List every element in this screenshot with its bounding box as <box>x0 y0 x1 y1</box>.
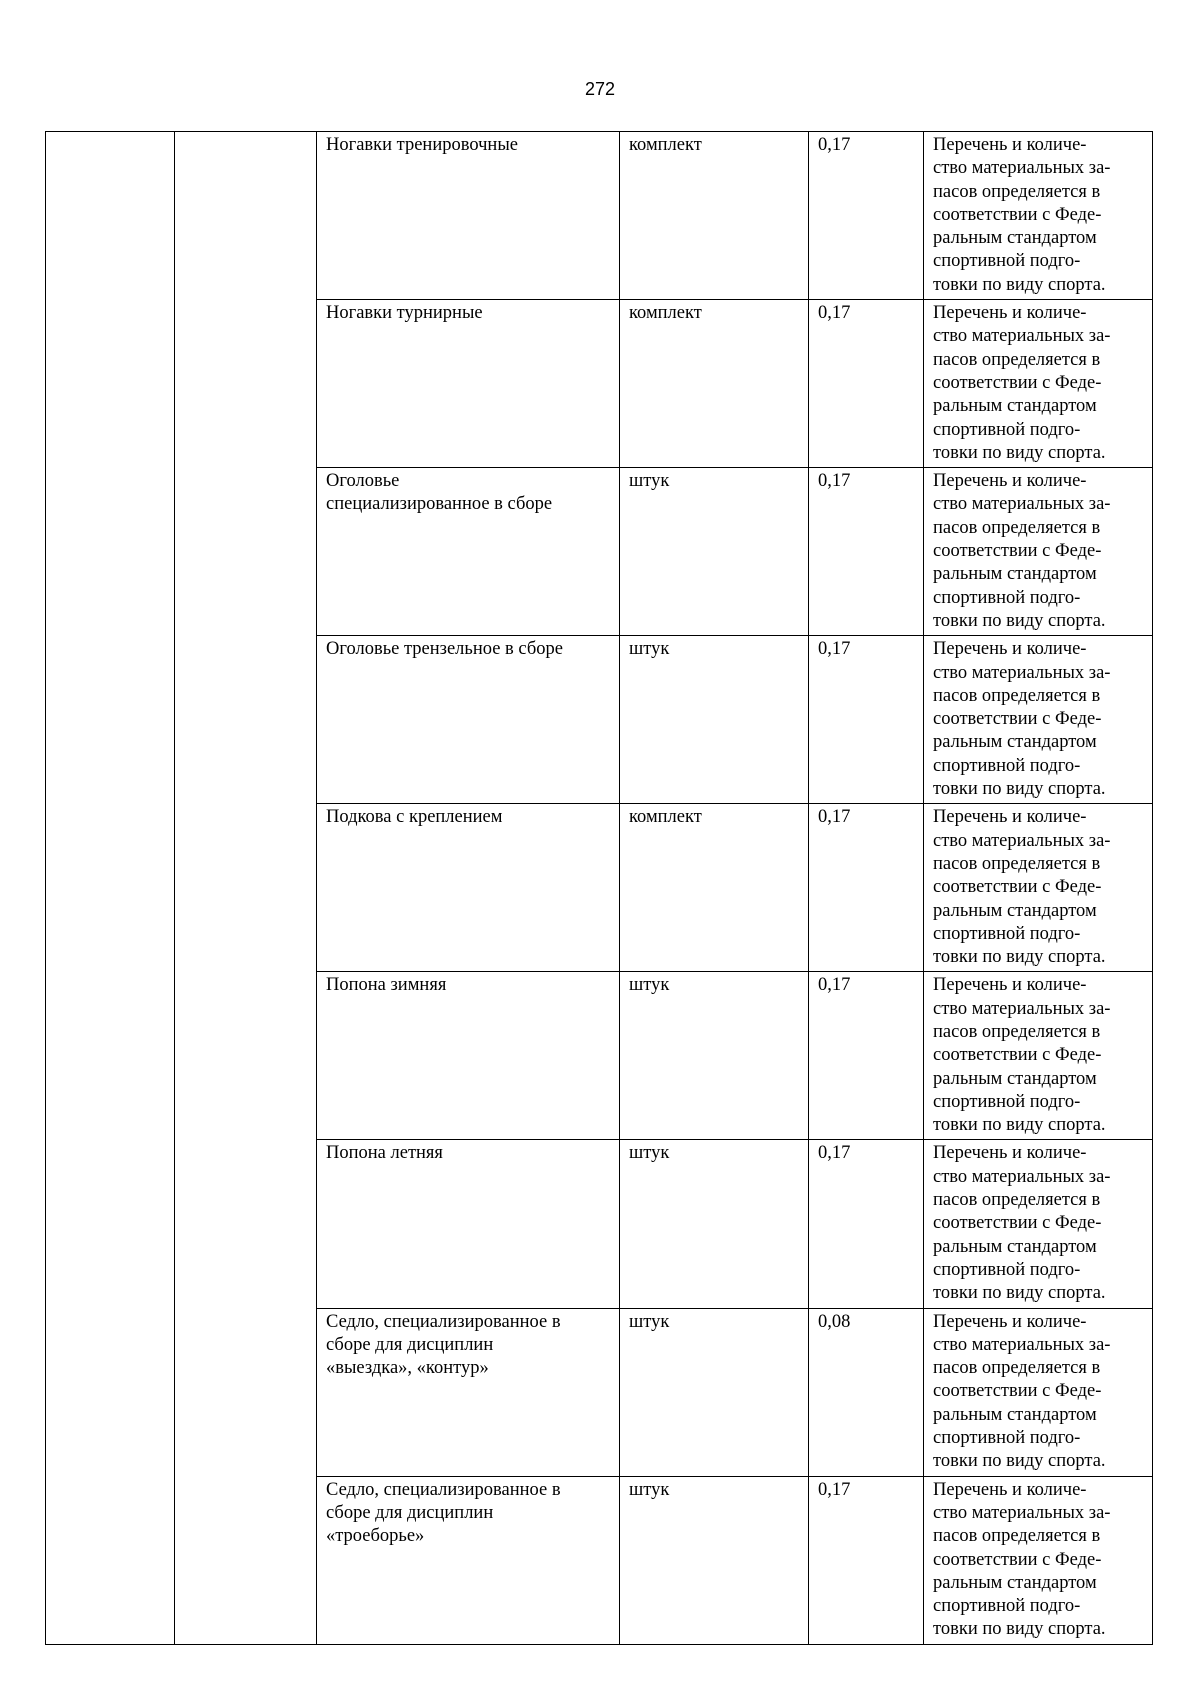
item-name-cell: Ногавки тренировочные <box>317 132 620 300</box>
note-cell: Перечень и количе- ство материальных за- пасов определяется в соответствии с Феде- ральным стандартом спортивной подго- товки по виду спорта. <box>924 132 1153 300</box>
unit-cell: штук <box>620 468 809 636</box>
quantity-cell: 0,17 <box>809 1476 924 1644</box>
unit-cell: комплект <box>620 804 809 972</box>
page-number: 272 <box>584 79 616 99</box>
quantity-cell: 0,17 <box>809 300 924 468</box>
quantity-cell: 0,17 <box>809 468 924 636</box>
unit-cell: штук <box>620 972 809 1140</box>
group-cell-category <box>175 132 317 1645</box>
quantity-cell: 0,17 <box>809 1140 924 1308</box>
note-cell: Перечень и количе- ство материальных за- пасов определяется в соответствии с Феде- ральным стандартом спортивной подго- товки по виду спорта. <box>924 468 1153 636</box>
note-cell: Перечень и количе- ство материальных за- пасов определяется в соответствии с Феде- ральным стандартом спортивной подго- товки по виду спорта. <box>924 804 1153 972</box>
unit-cell: комплект <box>620 132 809 300</box>
quantity-cell: 0,08 <box>809 1308 924 1476</box>
item-name-cell: Подкова с креплением <box>317 804 620 972</box>
unit-cell: штук <box>620 1308 809 1476</box>
note-cell: Перечень и количе- ство материальных за- пасов определяется в соответствии с Феде- ральным стандартом спортивной подго- товки по виду спорта. <box>924 972 1153 1140</box>
note-cell: Перечень и количе- ство материальных за- пасов определяется в соответствии с Феде- ральным стандартом спортивной подго- товки по виду спорта. <box>924 1140 1153 1308</box>
item-name-cell: Оголовье трензельное в сборе <box>317 636 620 804</box>
equipment-table <box>45 131 1153 1645</box>
item-name-cell: Ногавки турнирные <box>317 300 620 468</box>
item-name-cell: Седло, специализированное в сборе для дисциплин «троеборье» <box>317 1476 620 1644</box>
note-cell: Перечень и количе- ство материальных за- пасов определяется в соответствии с Феде- ральным стандартом спортивной подго- товки по виду спорта. <box>924 300 1153 468</box>
item-name-cell: Седло, специализированное в сборе для дисциплин «выездка», «контур» <box>317 1308 620 1476</box>
item-name-cell: Попона летняя <box>317 1140 620 1308</box>
unit-cell: штук <box>620 636 809 804</box>
quantity-cell: 0,17 <box>809 804 924 972</box>
item-name-cell: Попона зимняя <box>317 972 620 1140</box>
quantity-cell: 0,17 <box>809 132 924 300</box>
unit-cell: штук <box>620 1476 809 1644</box>
note-cell: Перечень и количе- ство материальных за- пасов определяется в соответствии с Феде- ральным стандартом спортивной подго- товки по виду спорта. <box>924 636 1153 804</box>
unit-cell: комплект <box>620 300 809 468</box>
quantity-cell: 0,17 <box>809 972 924 1140</box>
item-name-cell: Оголовье специализированное в сборе <box>317 468 620 636</box>
unit-cell: штук <box>620 1140 809 1308</box>
note-cell: Перечень и количе- ство материальных за- пасов определяется в соответствии с Феде- ральным стандартом спортивной подго- товки по виду спорта. <box>924 1308 1153 1476</box>
table-row <box>46 132 1153 300</box>
note-cell: Перечень и количе- ство материальных за- пасов определяется в соответствии с Феде- ральным стандартом спортивной подго- товки по виду спорта. <box>924 1476 1153 1644</box>
group-cell-number <box>46 132 175 1645</box>
quantity-cell: 0,17 <box>809 636 924 804</box>
table-body <box>46 132 1153 1645</box>
